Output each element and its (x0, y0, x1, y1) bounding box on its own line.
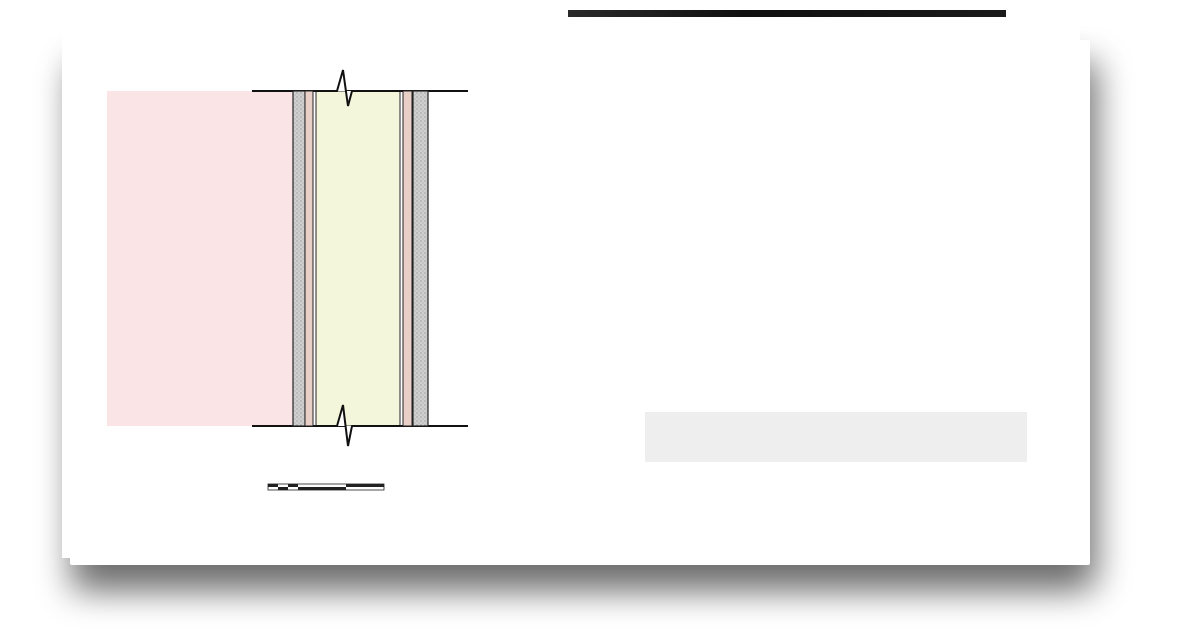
right-osb-layer (403, 91, 412, 426)
scale-bar (268, 484, 384, 490)
left-gypsum-layer (293, 91, 305, 426)
totals-box (645, 412, 1027, 462)
heated-zone (107, 91, 293, 426)
insulation-layer (316, 91, 400, 426)
left-osb-layer (305, 91, 313, 426)
right-gypsum-layer (413, 91, 428, 426)
